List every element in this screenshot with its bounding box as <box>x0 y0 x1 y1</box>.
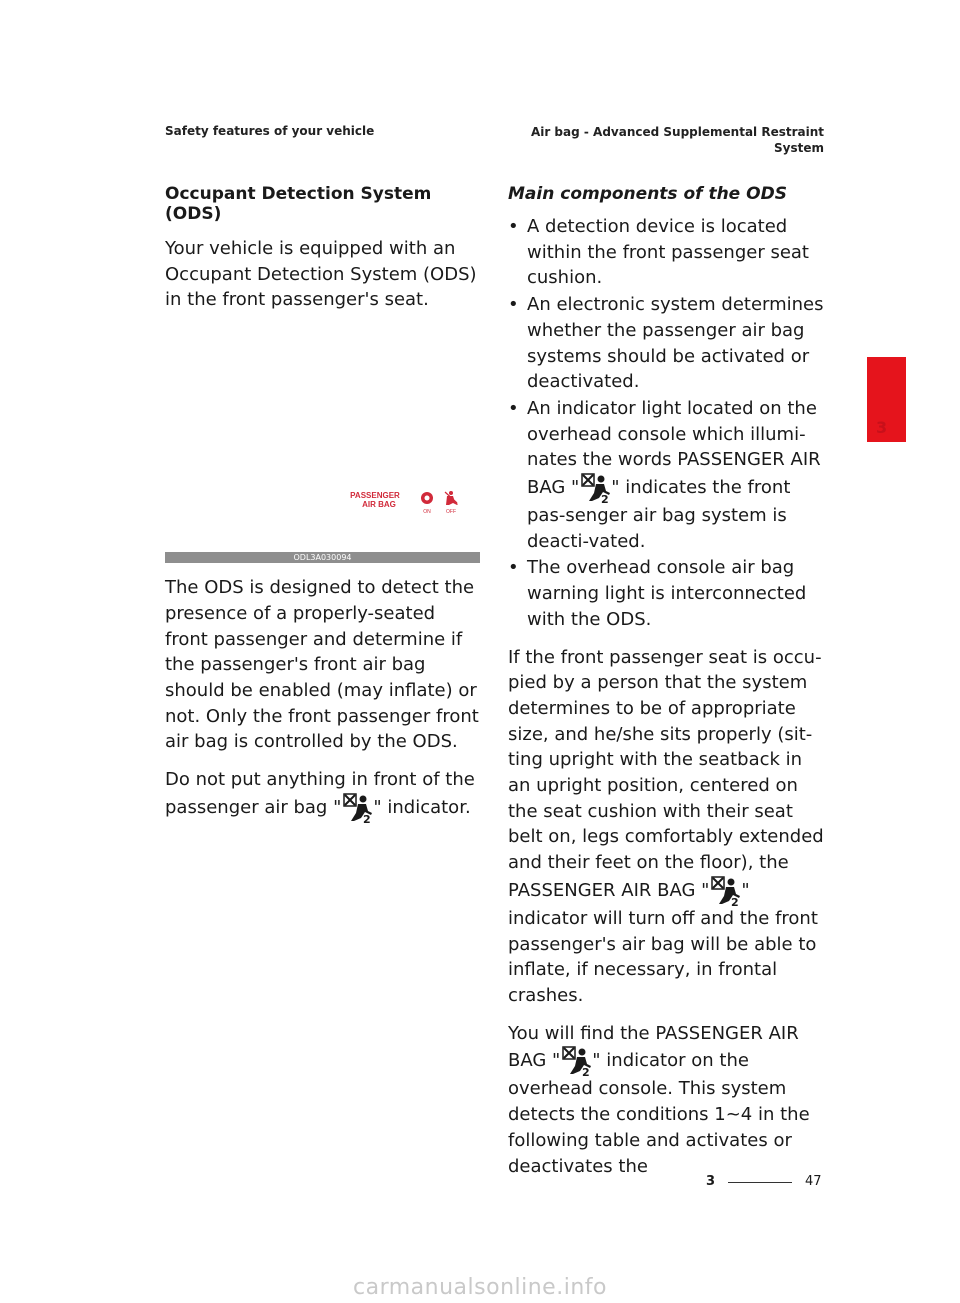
panel-label-line1: PASSENGER <box>350 491 400 501</box>
airbag-off-icon <box>341 793 373 823</box>
airbag-off-icon <box>560 1046 592 1076</box>
running-header-right <box>504 124 824 156</box>
warning-paragraph <box>165 767 483 823</box>
svg-text:2: 2 <box>582 1066 590 1077</box>
list-item <box>508 292 828 395</box>
on-label: ON <box>423 509 431 516</box>
subsection-heading: Main components of the ODS <box>508 184 787 204</box>
intro-paragraph: Your vehicle is equipped with an Occupant Detection System (ODS) in the front passenger's seat. <box>165 238 477 311</box>
warning-text-a: Do not put anything in front of the passenger air bag " <box>165 769 475 818</box>
location-text-b: " indicator on the overhead console. This system detects the conditions 1~4 in the following table and activates or deactivates the <box>508 1050 810 1177</box>
running-header-right-line2: System <box>774 141 824 155</box>
activation-text-a: If the front passenger seat is occu-pied by a person that the system determines to be of appropriate size, and he/she sits properly (sit-ting upright with the seatback in an upright position, centered on the seat cushion with their seat belt on, legs comfortably extended and their feet on the floor), the PASSENGER AIR BAG " <box>508 646 824 901</box>
location-text-a: You will find the PASSENGER AIR BAG " <box>508 1022 799 1072</box>
figure-caption: ODL3A030094 <box>165 552 480 563</box>
activation-paragraph <box>508 645 828 1009</box>
list-item-text-a: An indicator light located on the overhead console which illumi-nates the words PASSENGER AIR BAG " <box>527 397 821 499</box>
location-paragraph <box>508 1021 828 1180</box>
svg-text:2: 2 <box>601 493 609 504</box>
airbag-on-icon <box>421 492 433 504</box>
components-list <box>508 214 828 633</box>
list-item-text: A detection device is located within the front passenger seat cushion. <box>527 216 809 289</box>
section-heading: Occupant Detection System (ODS) <box>165 184 432 224</box>
right-column <box>508 184 828 1191</box>
footer-divider <box>728 1182 792 1183</box>
list-item <box>508 214 828 291</box>
list-item <box>508 396 828 555</box>
left-column <box>165 184 483 835</box>
bullet-marker: • <box>508 557 519 579</box>
list-item <box>508 555 828 632</box>
passenger-airbag-panel <box>345 489 475 517</box>
airbag-off-icon <box>709 876 741 906</box>
activation-text-b: " indicator will turn off and the front passenger's air bag will be able to inflate, if necessary, in frontal crashes. <box>508 879 818 1006</box>
list-item-text: An electronic system determines whether the passenger air bag systems should be activated or deactivated. <box>527 294 824 393</box>
warning-text-b: " indicator. <box>373 796 471 818</box>
ods-description-paragraph: The ODS is designed to detect the presence of a properly-seated front passenger and determine if the passenger's front air bag should be enabled (may inflate) or not. Only the front passenger front air bag is controlled by the ODS. <box>165 577 479 753</box>
panel-label-line2: AIR BAG <box>362 500 396 510</box>
running-header-left: Safety features of your vehicle <box>165 124 375 138</box>
airbag-off-icon <box>445 491 458 505</box>
chapter-tab-number: 3 <box>876 418 888 437</box>
list-item-text-b: " indicates the front pas-senger air bag system is deacti-vated. <box>527 477 791 552</box>
airbag-off-icon <box>579 473 611 503</box>
passenger-airbag-figure <box>165 331 480 563</box>
footer-page-number: 47 <box>805 1174 822 1189</box>
off-label: OFF <box>446 509 456 516</box>
bullet-marker: • <box>508 397 519 419</box>
list-item-text: The overhead console air bag warning light is interconnected with the ODS. <box>527 557 807 630</box>
running-header-right-line1: Air bag - Advanced Supplemental Restraint <box>530 125 824 139</box>
bullet-marker: • <box>508 294 519 316</box>
watermark: carmanualsonline.info <box>353 1275 607 1300</box>
footer-chapter-number: 3 <box>706 1174 716 1189</box>
bullet-marker: • <box>508 216 519 237</box>
svg-text:2: 2 <box>731 895 740 906</box>
svg-text:2: 2 <box>363 812 372 823</box>
